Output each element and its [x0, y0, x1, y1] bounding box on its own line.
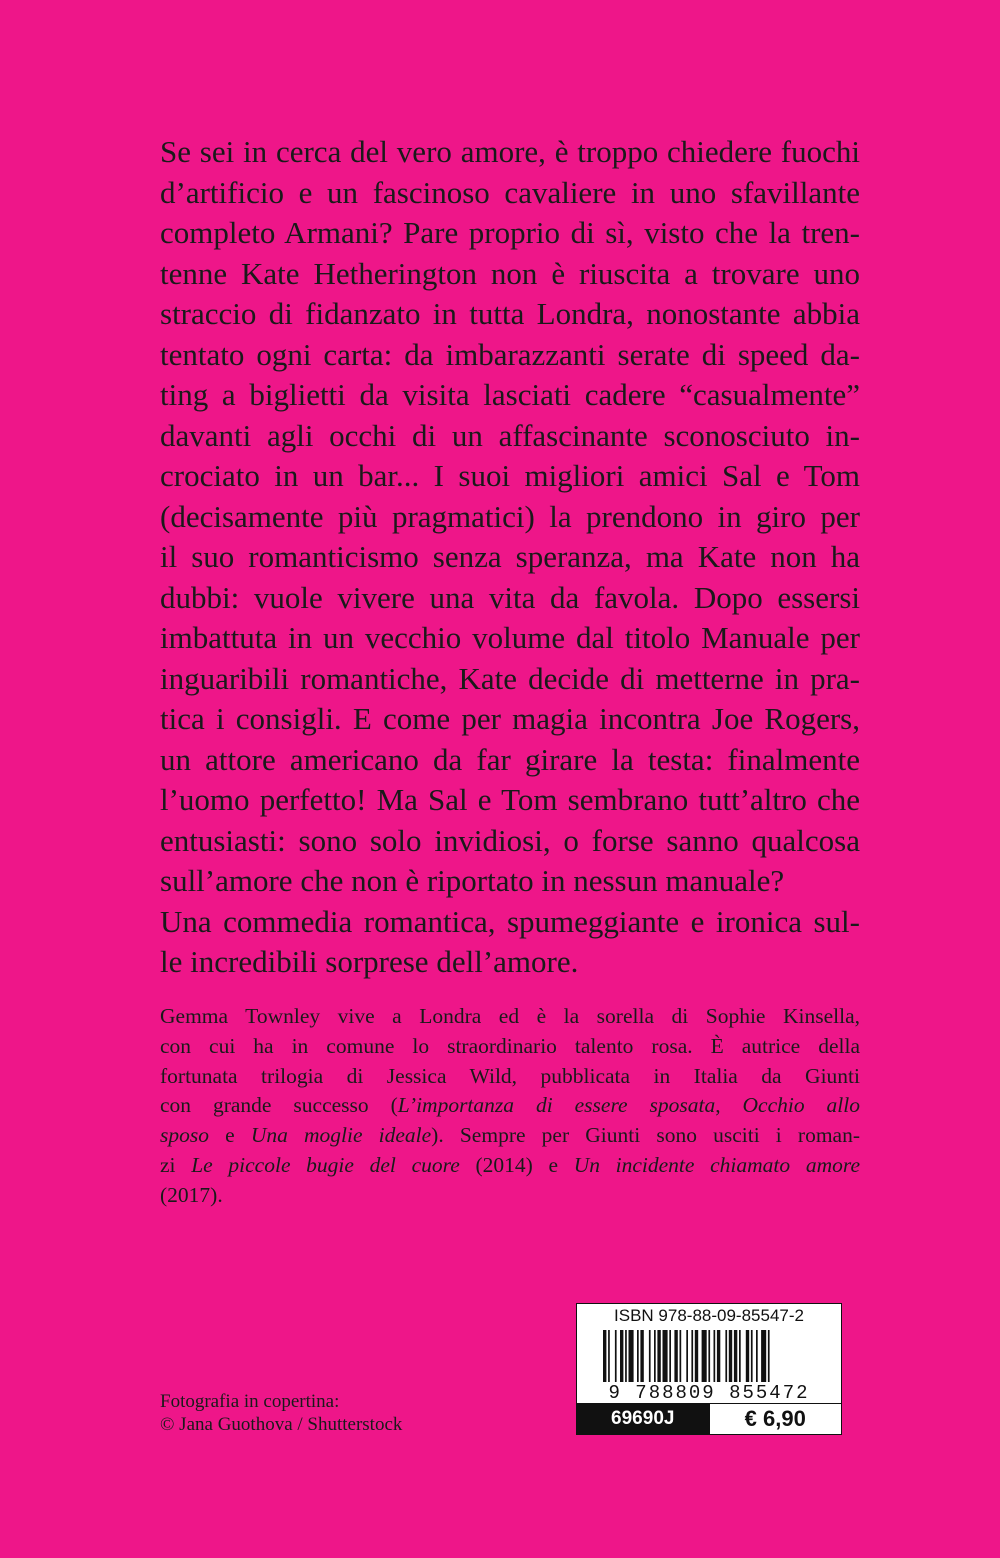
blurb-line: un attore americano da far girare la testa: finalmente: [160, 741, 860, 777]
bio-line: Gemma Townley vive a Londra ed è la sorella di Sophie Kinsella,: [160, 1004, 860, 1028]
blurb-line: l’uomo perfetto! Ma Sal e Tom sembrano tutt’altro che: [160, 782, 860, 817]
bio-line: fortunata trilogia di Jessica Wild, pubblicata in Italia da Giunti: [160, 1063, 860, 1088]
blurb-line: (decisamente più pragmatici) la prendono in giro per: [160, 498, 860, 534]
book-title: Una moglie ideale: [250, 1123, 432, 1148]
bio-line: [160, 1091, 860, 1121]
blurb-line: entusiasti: sono solo invidiosi, o forse sanno qualcosa: [160, 822, 860, 858]
book-title: Le piccole bugie del cuore: [191, 1152, 460, 1177]
book-title: Occhio allo: [742, 1093, 860, 1118]
blurb-line: inguaribili romantiche, Kate decide di metterne in pra-: [160, 660, 860, 696]
blurb-line: davanti agli occhi di un affascinante sconosciuto in-: [160, 417, 860, 453]
book-title: sposo: [160, 1123, 209, 1148]
bio-text: ,: [715, 1093, 743, 1118]
blurb-line: imbattuta in un vecchio volume dal titolo Manuale per: [160, 620, 860, 655]
blurb-line: completo Armani? Pare proprio di sì, visto che la tren-: [160, 215, 860, 250]
author-bio: [160, 1002, 860, 1211]
book-title: L’importanza di essere sposata: [397, 1093, 716, 1118]
blurb-line: crociato in un bar... I suoi migliori amici Sal e Tom: [160, 458, 860, 493]
blurb-line: tenne Kate Hetherington non è riuscita a trovare uno: [160, 255, 860, 291]
credit-line: Fotografia in copertina:: [160, 1391, 340, 1412]
isbn-label: ISBN 978-88-09-85547-2: [614, 1306, 804, 1325]
blurb-line: straccio di fidanzato in tutta Londra, nonostante abbia: [160, 296, 860, 331]
credit-line: © Jana Guothova / Shutterstock: [160, 1414, 403, 1435]
price: € 6,90: [709, 1404, 842, 1434]
bio-line: [160, 1151, 860, 1181]
blurb-line: ting a biglietti da visita lasciati cadere “casualmente”: [160, 377, 860, 412]
product-code: 69690J: [577, 1404, 709, 1434]
bio-text: ). Sempre per Giunti sono usciti i roman-: [431, 1123, 861, 1148]
back-cover-blurb: [160, 132, 860, 983]
bio-line: con cui ha in comune lo straordinario talento rosa. È autrice della: [160, 1033, 860, 1058]
bio-line: [160, 1121, 860, 1151]
blurb-line: le incredibili sorprese dell’amore.: [160, 944, 579, 979]
blurb-line: Una commedia romantica, spumeggiante e ironica sul-: [160, 903, 860, 939]
cover-photo-credit: [160, 1390, 402, 1436]
barcode-icon: [603, 1330, 815, 1382]
blurb-line: d’artificio e un fascinoso cavaliere in uno sfavillante: [160, 174, 860, 210]
blurb-line: il suo romanticismo senza speranza, ma Kate non ha: [160, 539, 860, 574]
bio-text: con grande successo (: [160, 1093, 398, 1118]
bio-line: (2017).: [160, 1182, 223, 1207]
isbn-barcode-box: [576, 1303, 842, 1435]
bio-text: (2014) e: [459, 1152, 574, 1177]
blurb-line: tentato ogni carta: da imbarazzanti serate di speed da-: [160, 336, 860, 372]
book-title: Un incidente chiamato amore: [573, 1152, 860, 1177]
blurb-line: Se sei in cerca del vero amore, è troppo chiedere fuochi: [160, 134, 860, 169]
blurb-line: sull’amore che non è riportato in nessun manuale?: [160, 863, 785, 898]
barcode-digits: 9 788809 855472: [608, 1382, 810, 1404]
price-row: [577, 1403, 841, 1434]
blurb-line: dubbi: vuole vivere una vita da favola. Dopo essersi: [160, 579, 860, 615]
bio-text: zi: [160, 1152, 192, 1177]
bio-text: e: [208, 1123, 251, 1148]
blurb-line: tica i consigli. E come per magia incontra Joe Rogers,: [160, 701, 860, 736]
